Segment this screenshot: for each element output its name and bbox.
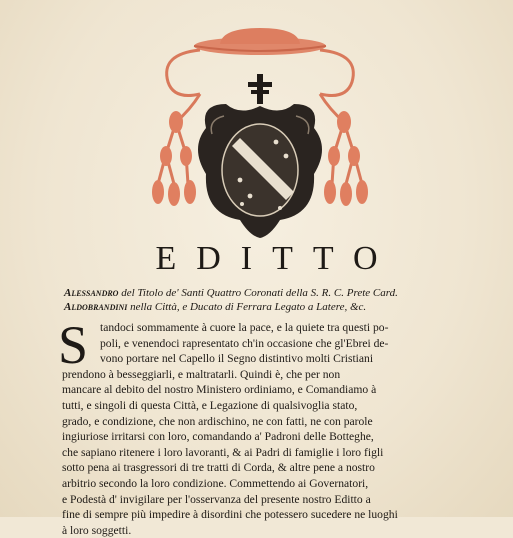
body-line: ingiuriose irritarsi con loro, comandando a' Padroni delle Botteghe,	[62, 430, 374, 444]
body-line: mancare al debito del nostro Ministero ordiniamo, e Comandiamo à	[62, 383, 377, 397]
cross-icon	[248, 74, 272, 104]
issuer-office: nella Città, e Ducato di Ferrara Legato a Latere, &c.	[127, 301, 367, 313]
cardinal-coat-of-arms	[140, 24, 380, 240]
issuer-line-1	[64, 286, 504, 300]
body-line: arbitrio secondo la loro condizione. Commettendo ai Governatori,	[62, 476, 369, 490]
drop-cap: S	[58, 315, 89, 375]
body-line: prendono à besseggiarli, e maltratarli. Quindi è, che per non	[62, 367, 341, 381]
issuer-family-name: Aldobrandini	[64, 301, 128, 313]
galero-hat-icon	[194, 28, 326, 55]
body-line: e Podestà d' invigilare per l'osservanza del presente nostro Editto a	[62, 492, 371, 506]
body-line: grado, e condizione, che non ardischino, ne con fatti, ne con parole	[62, 414, 373, 428]
body-line: fine di sempre più impedire à disordini che potessero sucedere ne luoghi	[62, 508, 398, 522]
body-line: sotto pena ai trasgressori di tre tratti di Corda, & altre pene a nostro	[62, 461, 375, 475]
body-line: poli, e venendoci rapresentato ch'in occasione che gl'Ebrei de-	[100, 336, 389, 350]
body-line: tutti, e singoli di questa Città, e Legazione di qualsivoglia stato,	[62, 398, 358, 412]
edict-body	[62, 320, 500, 538]
body-line: vono portare nel Capello il Segno distintivo molti Cristiani	[100, 352, 374, 366]
issuer-title: del Titolo de' Santi Quattro Coronati della S. R. C. Prete Card.	[118, 287, 398, 299]
body-line: tandoci sommamente à cuore la pace, e la quiete tra questi po-	[100, 321, 389, 334]
body-line: à loro soggetti.	[62, 523, 132, 537]
shield-icon	[198, 104, 322, 238]
page-title: EDITTO	[155, 240, 398, 277]
body-line: che sapiano ritenere i loro lavoranti, & ai Padri di famiglie i loro figli	[62, 445, 384, 459]
issuer-name: Alessandro	[64, 287, 119, 299]
issuer-line-2	[64, 300, 504, 314]
